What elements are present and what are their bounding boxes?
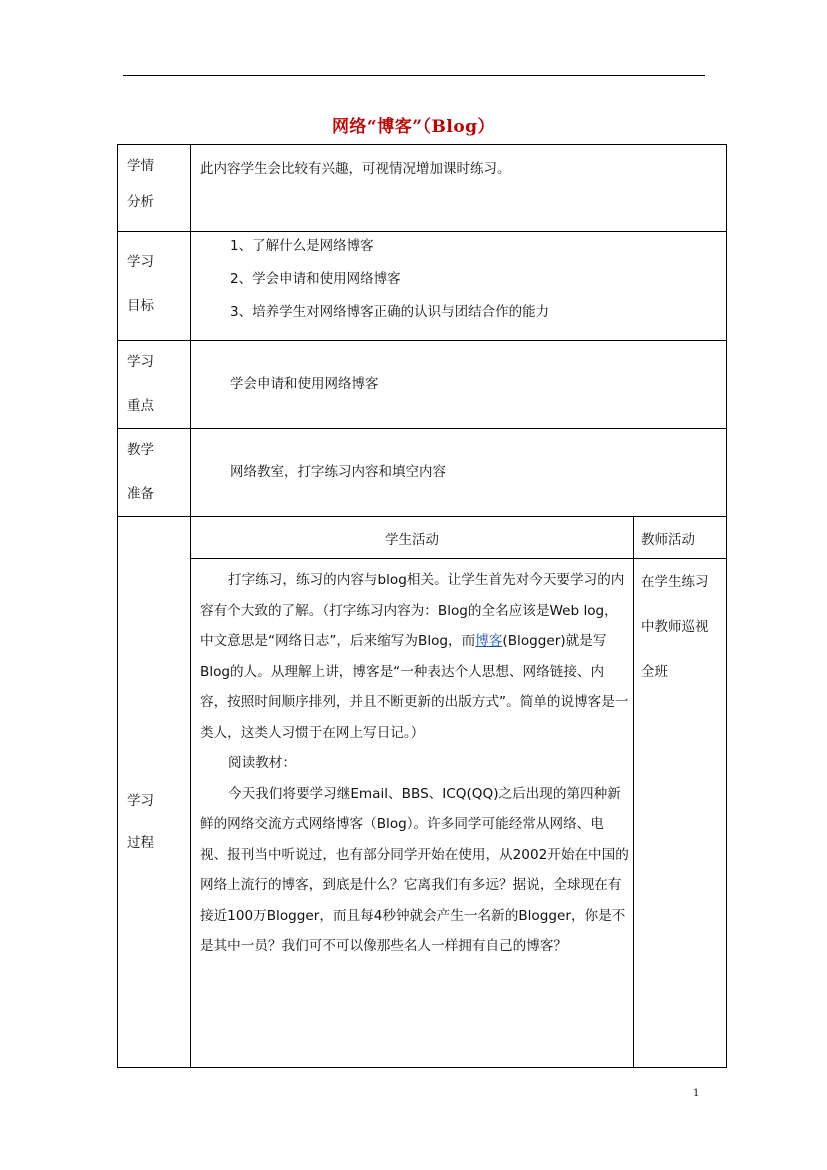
row-process-header: [118, 517, 727, 559]
label-line: 教学: [127, 442, 154, 458]
row-goals: [118, 232, 727, 341]
lesson-plan-table: [117, 144, 727, 1068]
student-paragraph: [200, 565, 629, 748]
row-label-analysis: [118, 145, 191, 232]
label-line: 目标: [127, 298, 154, 314]
row-process-body: [118, 559, 727, 1068]
student-activity-content: [191, 559, 634, 1068]
teacher-line: 中教师巡视: [641, 619, 709, 635]
page-number: 1: [693, 1088, 700, 1099]
blog-link[interactable]: 博客: [475, 633, 503, 649]
preparation-content: [191, 429, 727, 517]
label-line: 学习: [127, 354, 154, 370]
label-line: 重点: [127, 398, 154, 414]
row-preparation: [118, 429, 727, 517]
teacher-activity-header-label: 教师活动: [641, 531, 695, 548]
analysis-content: [191, 145, 727, 232]
teacher-line: 全班: [641, 664, 668, 680]
focus-text: 学会申请和使用网络博客: [230, 376, 379, 392]
row-label-focus: [118, 341, 191, 429]
row-label-preparation: [118, 429, 191, 517]
label-line: 准备: [127, 486, 154, 502]
student-paragraph: 阅读教材：: [228, 755, 296, 771]
teacher-activity-content: [634, 559, 727, 1068]
label-line: 学习: [127, 793, 154, 809]
page-title: 网络“博客”（Blog）: [331, 117, 496, 137]
analysis-text: 此内容学生会比较有兴趣，可视情况增加课时练习。: [200, 161, 511, 177]
row-focus: [118, 341, 727, 429]
label-line: 学习: [127, 254, 154, 270]
goals-content: [191, 232, 727, 341]
row-label-process: [118, 517, 191, 1068]
row-label-goals: [118, 232, 191, 341]
student-paragraph: 今天我们将要学习继Email、BBS、ICQ(QQ)之后出现的第四种新鲜的网络交流方式网络博客（Blog）。许多同学可能经常从网络、电视、报刊当中听说过，也有部分同学开始在使用，从2002开始在中国的网络上流行的博客，到底是什么？它离我们有多远？据说，全球现在有接近100万Blogger，而且每4秒钟就会产生一名新的Blogger，你是不是其中一员？我们可不可以像那些名人一样拥有自己的博客？: [200, 785, 629, 954]
label-line: 过程: [127, 835, 154, 851]
label-line: 学情: [127, 158, 154, 174]
goal-item: 1、了解什么是网络博客: [230, 238, 374, 254]
label-line: 分析: [127, 194, 154, 210]
student-activity-header-label: 学生活动: [385, 531, 439, 548]
teacher-line: 在学生练习: [641, 574, 709, 590]
teacher-activity-header: [634, 517, 727, 559]
goal-item: 3、培养学生对网络博客正确的认识与团结合作的能力: [230, 304, 550, 320]
preparation-text: 网络教室，打字练习内容和填空内容: [230, 464, 446, 480]
header-rule: [123, 75, 705, 76]
goal-item: 2、学会申请和使用网络博客: [230, 271, 401, 287]
row-analysis: [118, 145, 727, 232]
student-activity-header: [191, 517, 634, 559]
paragraph-text: (Blogger)就是写Blog的人。从理解上讲，博客是“一种表达个人思想、网络链接、内容，按照时间顺序排列，并且不断更新的出版方式”。简单的说博客是一类人，这类人习惯于在网上写日记。）: [200, 633, 629, 741]
focus-content: [191, 341, 727, 429]
paragraph-text: 打字练习，练习的内容与blog相关。让学生首先对今天要学习的内容有个大致的了解。（打字练习内容为：Blog的全名应该是Web log，中文意思是“网络日志”，后来缩写为Blog，而: [200, 572, 625, 649]
